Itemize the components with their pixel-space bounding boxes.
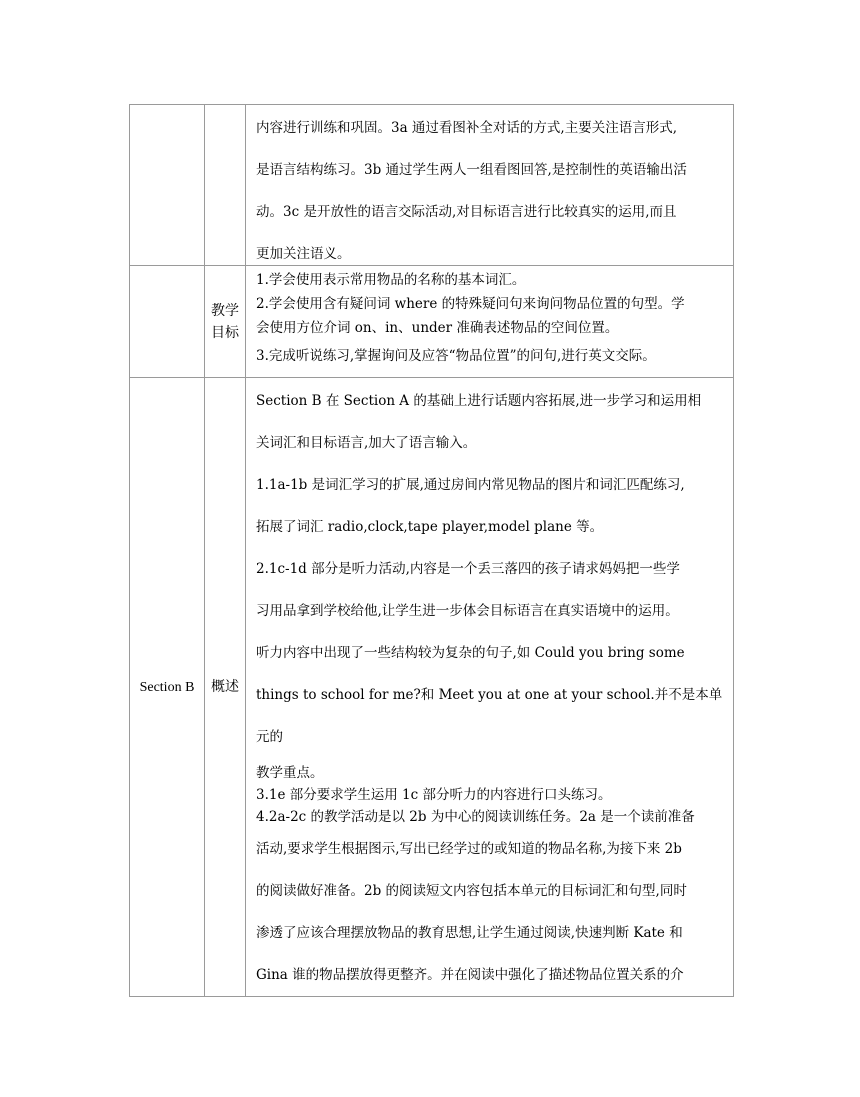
paragraph-line: Section B 在 Section A 的基础上进行话题内容拓展,进一步学习和运用相 — [256, 393, 702, 409]
table-row — [130, 378, 734, 997]
paragraph-line: 渗透了应该合理摆放物品的教育思想,让学生通过阅读,快速判断 Kate 和 — [256, 925, 683, 941]
paragraph-line: 习用品拿到学校给他,让学生进一步体会目标语言在真实语境中的运用。 — [256, 603, 679, 619]
paragraph-line: 是语言结构练习。3b 通过学生两人一组看图回答,是控制性的英语输出活 — [256, 162, 687, 178]
label-cell — [205, 105, 246, 266]
paragraph-line: 2.1c-1d 部分是听力活动,内容是一个丢三落四的孩子请求妈妈把一些学 — [256, 561, 680, 577]
overview-content — [246, 378, 734, 997]
overview-label: 概述 — [205, 378, 246, 997]
objective-line: 会使用方位介词 on、in、under 准确表述物品的空间位置。 — [256, 320, 619, 336]
table-row — [130, 266, 734, 378]
paragraph-line: 3.1e 部分要求学生运用 1c 部分听力的内容进行口头练习。 — [256, 787, 612, 803]
paragraph-line: 的阅读做好准备。2b 的阅读短文内容包括本单元的目标词汇和句型,同时 — [256, 883, 687, 899]
paragraph-line: 内容进行训练和巩固。3a 通过看图补全对话的方式,主要关注语言形式, — [256, 120, 678, 136]
paragraph-line: 关词汇和目标语言,加大了语言输入。 — [256, 435, 477, 451]
section-cell — [130, 266, 205, 378]
paragraph-line: 教学重点。 — [256, 765, 324, 781]
lesson-plan-table — [129, 104, 734, 997]
paragraph-line: 拓展了词汇 radio,clock,tape player,model plane 等。 — [256, 519, 604, 535]
paragraph-line: 活动,要求学生根据图示,写出已经学过的或知道的物品名称,为接下来 2b — [256, 841, 682, 857]
paragraph-line: things to school for me?和 Meet you at one at your school.并不是本单元的 — [256, 687, 723, 745]
section-b-label: Section B — [130, 378, 205, 997]
paragraph-line: 动。3c 是开放性的语言交际活动,对目标语言进行比较真实的运用,而且 — [256, 204, 677, 220]
objectives-label: 教学目标 — [205, 266, 246, 378]
objectives-content — [246, 266, 734, 378]
section-cell — [130, 105, 205, 266]
content-cell — [246, 105, 734, 266]
objective-line: 2.学会使用含有疑问词 where 的特殊疑问句来询问物品位置的句型。学 — [256, 296, 685, 312]
table-row — [130, 105, 734, 266]
paragraph-line: 更加关注语义。 — [256, 246, 351, 262]
objective-line: 3.完成听说练习,掌握询问及应答“物品位置”的问句,进行英文交际。 — [256, 348, 656, 364]
paragraph-line: Gina 谁的物品摆放得更整齐。并在阅读中强化了描述物品位置关系的介 — [256, 967, 684, 983]
paragraph-line: 听力内容中出现了一些结构较为复杂的句子,如 Could you bring some — [256, 645, 685, 661]
paragraph-line: 1.1a-1b 是词汇学习的扩展,通过房间内常见物品的图片和词汇匹配练习, — [256, 477, 685, 493]
paragraph-line: 4.2a-2c 的教学活动是以 2b 为中心的阅读训练任务。2a 是一个读前准备 — [256, 809, 695, 825]
objective-line: 1.学会使用表示常用物品的名称的基本词汇。 — [256, 272, 526, 288]
